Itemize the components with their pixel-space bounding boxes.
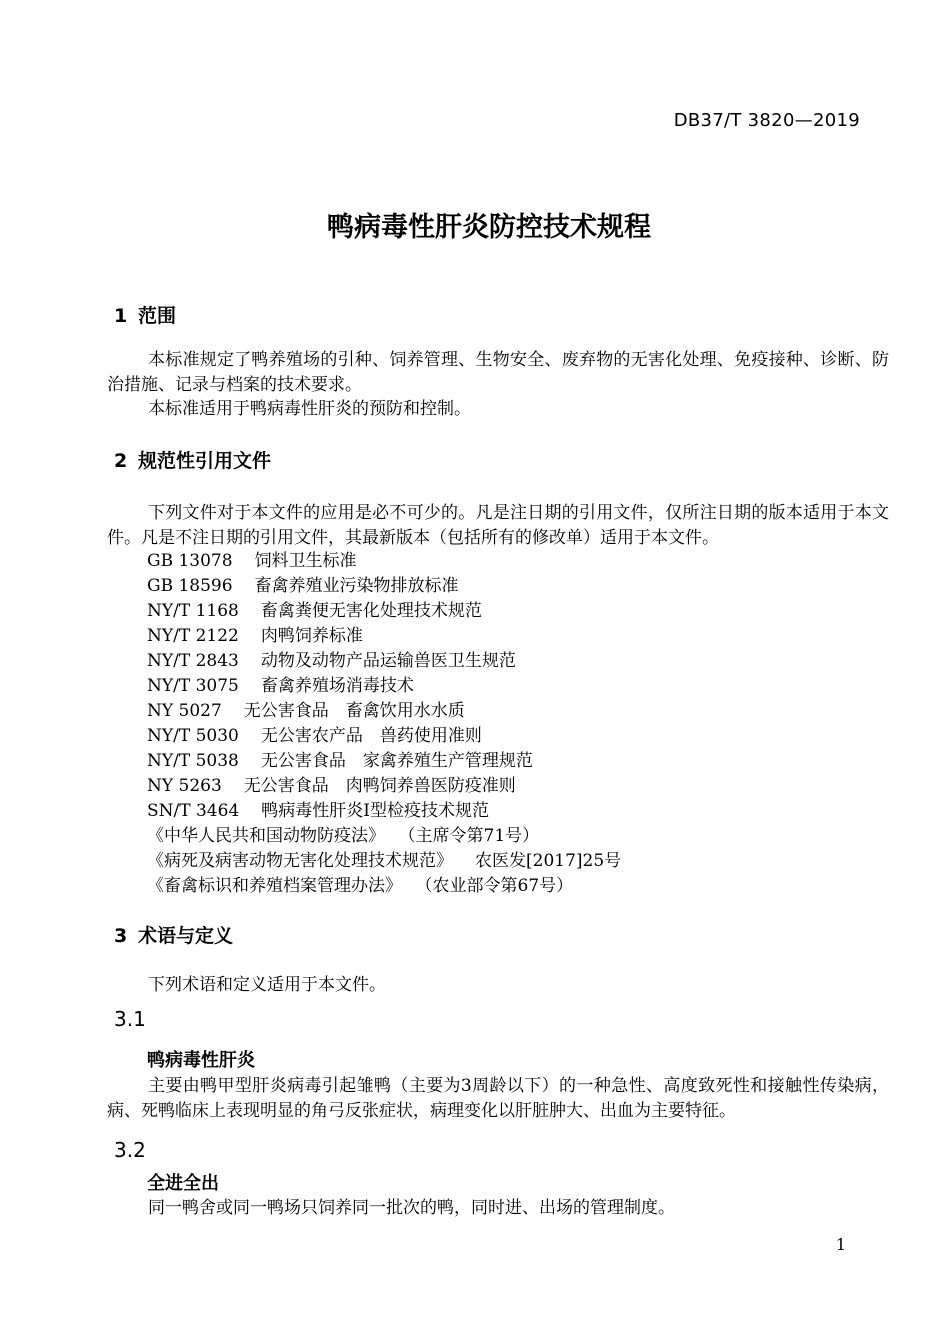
term-all-in-all-out-definition: 同一鸭舍或同一鸭场只饲养同一批次的鸭，同时进、出场的管理制度。 bbox=[148, 1198, 675, 1218]
section-1-paragraph-2: 本标准适用于鸭病毒性肝炎的预防和控制。 bbox=[148, 399, 471, 419]
reference-title: 无公害食品 畜禽饮用水水质 bbox=[243, 701, 465, 721]
section-1-paragraph-1: 本标准规定了鸭养殖场的引种、饲养管理、生物安全、废弃物的无害化处理、免疫接种、诊断、防治措施、记录与档案的技术要求。 bbox=[107, 350, 889, 395]
section-1-label: 范围 bbox=[138, 305, 177, 327]
reference-item bbox=[107, 649, 889, 674]
reference-code: GB 18596 bbox=[147, 576, 233, 596]
reference-item bbox=[107, 774, 889, 799]
reference-item bbox=[107, 574, 889, 599]
document-title: 鸭病毒性肝炎防控技术规程 bbox=[327, 212, 651, 243]
reference-code: NY/T 3075 bbox=[147, 676, 239, 696]
reference-title: 畜禽养殖业污染物排放标准 bbox=[254, 576, 459, 596]
reference-code: NY/T 5030 bbox=[147, 726, 239, 746]
reference-title: 动物及动物产品运输兽医卫生规范 bbox=[260, 651, 516, 671]
reference-item bbox=[107, 674, 889, 699]
page-number: 1 bbox=[835, 1235, 847, 1254]
reference-item bbox=[107, 749, 889, 774]
section-1-number: 1 bbox=[114, 305, 128, 327]
clause-3-2-number: 3.2 bbox=[114, 1138, 146, 1162]
reference-list bbox=[107, 549, 889, 899]
section-3-intro: 下列术语和定义适用于本文件。 bbox=[148, 975, 386, 995]
reference-code: NY/T 1168 bbox=[147, 601, 239, 621]
reference-code: 《病死及病害动物无害化处理技术规范》 bbox=[147, 851, 453, 871]
section-3-heading bbox=[107, 924, 889, 948]
clause-3-1-number: 3.1 bbox=[114, 1007, 146, 1031]
reference-title: （农业部令第67号） bbox=[424, 876, 574, 896]
reference-code: SN/T 3464 bbox=[147, 801, 240, 821]
term-duck-viral-hepatitis-definition: 主要由鸭甲型肝炎病毒引起雏鸭（主要为3周龄以下）的一种急性、高度致死性和接触性传染病，病、死鸭临床上表现明显的角弓反张症状，病理变化以肝脏肿大、出血为主要特征。 bbox=[107, 1076, 889, 1121]
reference-code: 《畜禽标识和养殖档案管理办法》 bbox=[147, 876, 402, 896]
reference-item bbox=[107, 549, 889, 574]
reference-item bbox=[107, 874, 889, 899]
reference-code: NY 5027 bbox=[147, 701, 222, 721]
reference-code: NY/T 5038 bbox=[147, 751, 239, 771]
reference-item bbox=[107, 824, 889, 849]
section-3-label: 术语与定义 bbox=[138, 925, 234, 947]
reference-title: 无公害食品 肉鸭饲养兽医防疫准则 bbox=[243, 776, 516, 796]
reference-item bbox=[107, 624, 889, 649]
reference-code: 《中华人民共和国动物防疫法》 bbox=[147, 826, 385, 846]
reference-item bbox=[107, 799, 889, 824]
reference-title: 无公害农产品 兽药使用准则 bbox=[260, 726, 482, 746]
reference-title: 农医发[2017]25号 bbox=[475, 851, 622, 871]
section-2-number: 2 bbox=[114, 450, 128, 472]
reference-title: 畜禽粪便无害化处理技术规范 bbox=[260, 601, 482, 621]
document-code: DB37/T 3820—2019 bbox=[673, 110, 860, 131]
reference-item bbox=[107, 599, 889, 624]
section-2-label: 规范性引用文件 bbox=[138, 450, 272, 472]
section-2-intro: 下列文件对于本文件的应用是必不可少的。凡是注日期的引用文件，仅所注日期的版本适用于本文件。凡是不注日期的引用文件，其最新版本（包括所有的修改单）适用于本文件。 bbox=[107, 503, 889, 548]
section-3-number: 3 bbox=[114, 925, 128, 947]
reference-item bbox=[107, 699, 889, 724]
reference-title: 肉鸭饲养标准 bbox=[260, 626, 363, 646]
reference-item bbox=[107, 849, 889, 874]
reference-title: 无公害食品 家禽养殖生产管理规范 bbox=[260, 751, 533, 771]
section-2-heading bbox=[107, 449, 889, 473]
reference-code: NY 5263 bbox=[147, 776, 222, 796]
term-all-in-all-out: 全进全出 bbox=[147, 1173, 219, 1194]
section-1-heading bbox=[107, 304, 889, 328]
term-duck-viral-hepatitis: 鸭病毒性肝炎 bbox=[147, 1050, 255, 1071]
reference-title: 饲料卫生标准 bbox=[254, 551, 357, 571]
reference-item bbox=[107, 724, 889, 749]
reference-title: 畜禽养殖场消毒技术 bbox=[260, 676, 414, 696]
reference-code: GB 13078 bbox=[147, 551, 233, 571]
reference-title: 鸭病毒性肝炎I型检疫技术规范 bbox=[261, 801, 489, 821]
reference-title: （主席令第71号） bbox=[407, 826, 540, 846]
reference-code: NY/T 2122 bbox=[147, 626, 239, 646]
reference-code: NY/T 2843 bbox=[147, 651, 239, 671]
